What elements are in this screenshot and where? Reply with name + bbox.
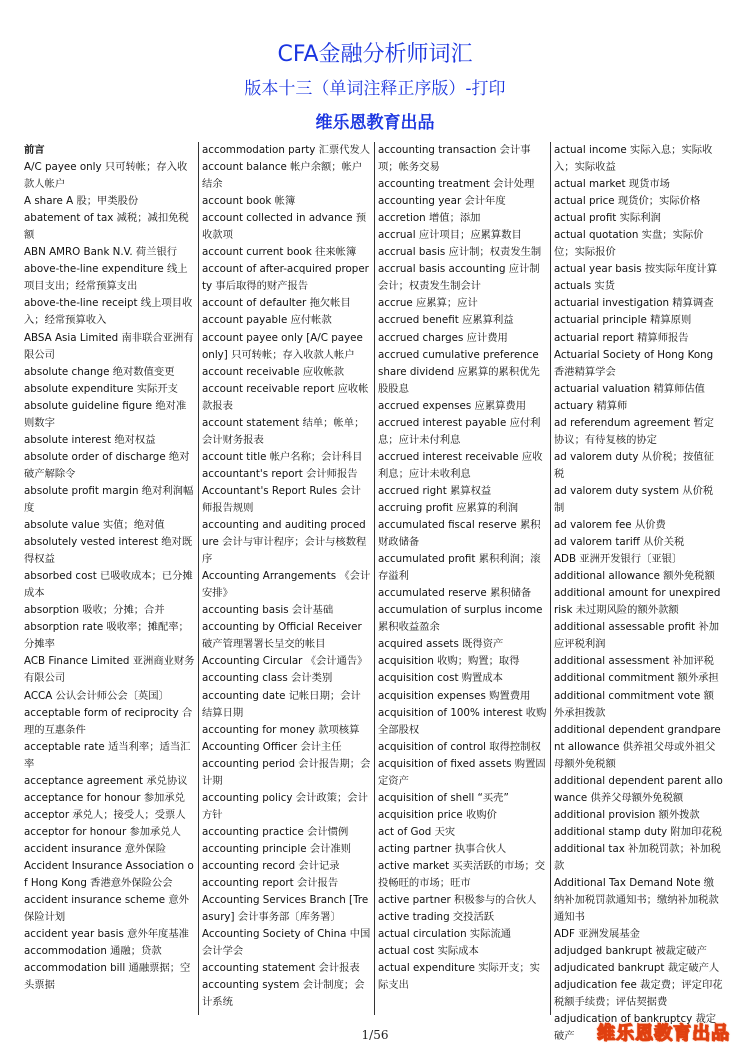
glossary-entry: accruing profit 应累算的利润 <box>378 501 519 514</box>
glossary-column-2 <box>198 142 374 1015</box>
glossary-entry: accumulated fiscal reserve 累积财政储备 <box>378 519 541 549</box>
glossary-entry: acceptor 承兑人；接受人；受票人 <box>24 808 186 821</box>
glossary-entry: adjudication of bankruptcy 裁定破产 <box>554 1013 717 1043</box>
glossary-entry: ABSA Asia Limited 南非联合亚洲有限公司 <box>24 331 194 361</box>
glossary-entry: account statement 结单；帐单；会计财务报表 <box>202 416 365 446</box>
glossary-entry: account title 帐户名称；会计科目 <box>202 450 363 463</box>
glossary-entry: accountant's report 会计师报告 <box>202 467 358 480</box>
glossary-entry: accounting record 会计记录 <box>202 859 340 872</box>
glossary-entry: acquisition cost 购置成本 <box>378 672 503 685</box>
glossary-entry: account receivable report 应收帐款报表 <box>202 382 369 412</box>
glossary-entry: accrued charges 应计费用 <box>378 331 508 344</box>
glossary-entry: accommodation party 汇票代发人 <box>202 144 371 156</box>
glossary-entry: accrual 应计项目；应累算数目 <box>378 229 522 242</box>
glossary-entry: account payee only [A/C payee only] 只可转帐；存入收款人帐户 <box>202 331 363 361</box>
glossary-entry: absolute interest 绝对权益 <box>24 433 156 446</box>
glossary-entry: acceptable form of reciprocity 合理的互惠条件 <box>24 706 193 736</box>
publisher-watermark: 维乐恩教育出品 <box>597 1023 730 1044</box>
glossary-entry: account collected in advance 预收款项 <box>202 212 367 242</box>
glossary-entry: adjudged bankrupt 被裁定破产 <box>554 945 707 958</box>
glossary-entry: active trading 交投活跃 <box>378 911 495 924</box>
glossary-entry: accrual basis accounting 应计制会计；权责发生制会计 <box>378 263 540 293</box>
glossary-entry: actual price 现货价；实际价格 <box>554 195 701 208</box>
glossary-entry: Accounting Circular 《会计通告》 <box>202 655 368 668</box>
glossary-entry: acquisition of control 取得控制权 <box>378 740 541 753</box>
glossary-entry: above-the-line expenditure 线上项目支出；经常预算支出 <box>24 263 188 293</box>
glossary-entry: actual market 现货市场 <box>554 178 670 191</box>
document-subtitle: 版本十三（单词注释正序版）-打印 <box>244 79 506 99</box>
glossary-entry: actuarial principle 精算原则 <box>554 314 692 327</box>
glossary-entry: account book 帐簿 <box>202 195 296 208</box>
glossary-entry: acquisition of shell “买壳” <box>378 791 509 804</box>
glossary-entry: actual year basis 按实际年度计算 <box>554 263 718 276</box>
glossary-entry: accounting year 会计年度 <box>378 195 506 208</box>
glossary-entry: acquisition 收购；购置；取得 <box>378 655 520 668</box>
glossary-entry: accrued right 累算权益 <box>378 484 492 497</box>
glossary-entry: acquisition expenses 购置费用 <box>378 689 531 702</box>
document-header <box>0 40 750 138</box>
glossary-entry: acquired assets 既得资产 <box>378 638 504 651</box>
glossary-entry: absorption rate 吸收率；摊配率；分摊率 <box>24 621 189 651</box>
glossary-entry: accrued benefit 应累算利益 <box>378 314 514 327</box>
glossary-entry: actuarial report 精算师报告 <box>554 331 689 344</box>
glossary-entry: account receivable 应收帐款 <box>202 365 345 378</box>
glossary-entry: actuary 精算师 <box>554 399 628 412</box>
glossary-entry: actual quotation 实盘；实际价位；实际报价 <box>554 229 704 259</box>
glossary-entry: actuarial valuation 精算师估值 <box>554 382 705 395</box>
glossary-entry: account of after-acquired property 事后取得的财产报告 <box>202 263 369 293</box>
glossary-entry: account current book 往来帐簿 <box>202 246 357 259</box>
glossary-entry: accounting basis 会计基础 <box>202 604 334 617</box>
glossary-entry: accommodation 通融；贷款 <box>24 945 162 958</box>
glossary-entry: actual income 实际入息；实际收入；实际收益 <box>554 144 713 174</box>
glossary-entry: acquisition price 收购价 <box>378 808 497 821</box>
glossary-entry: ad referendum agreement 暂定协议；有待复核的协定 <box>554 416 714 446</box>
glossary-entry: absolute order of discharge 绝对破产解除令 <box>24 450 190 480</box>
glossary-entry: ad valorem fee 从价费 <box>554 519 666 532</box>
glossary-entry: acting partner 执事合伙人 <box>378 842 507 855</box>
glossary-entry: accumulated profit 累积利润；滚存溢利 <box>378 553 541 583</box>
glossary-entry: accrued interest receivable 应收利息；应计未收利息 <box>378 450 543 480</box>
glossary-entry: additional stamp duty 附加印花税 <box>554 825 722 838</box>
glossary-entry: ABN AMRO Bank N.V. 荷兰银行 <box>24 246 178 259</box>
document-title: CFA金融分析师词汇 <box>277 42 473 67</box>
glossary-entry: accident insurance 意外保险 <box>24 842 167 855</box>
glossary-entry: A share A 股；甲类股份 <box>24 195 139 208</box>
glossary-entry: acceptance agreement 承兑协议 <box>24 774 188 787</box>
glossary-entry: accounting treatment 会计处理 <box>378 178 535 191</box>
glossary-entry: accounting policy 会计政策；会计方针 <box>202 791 368 821</box>
glossary-entry: additional provision 额外拨款 <box>554 808 700 821</box>
glossary-entry: actual profit 实际利润 <box>554 212 661 225</box>
glossary-entry: ACCA 公认会计师公会〔英国〕 <box>24 689 169 702</box>
glossary-entry: actuals 实货 <box>554 280 615 293</box>
glossary-entry: accrue 应累算；应计 <box>378 297 478 310</box>
glossary-entry: accrued expenses 应累算费用 <box>378 399 527 412</box>
glossary-entry: Additional Tax Demand Note 缴纳补加税罚款通知书；缴纳补加税款通知书 <box>554 877 719 924</box>
glossary-entry: ADF 亚洲发展基金 <box>554 928 640 941</box>
glossary-entry: active partner 积极参与的合伙人 <box>378 894 537 907</box>
glossary-entry: accounting class 会计类别 <box>202 672 333 685</box>
glossary-entry: accounting for money 款项核算 <box>202 723 360 736</box>
glossary-entry: accounting by Official Receiver 破产管理署署长呈交的帐目 <box>202 621 362 651</box>
glossary-entry: accounting principle 会计准则 <box>202 842 352 855</box>
glossary-entry: additional commitment 额外承担 <box>554 672 719 685</box>
glossary-entry: acquisition of 100% interest 收购全部股权 <box>378 706 547 736</box>
glossary-entry: accounting transaction 会计事项；帐务交易 <box>378 144 531 174</box>
glossary-entry: accommodation bill 通融票据；空头票据 <box>24 962 191 992</box>
glossary-entry: account payable 应付帐款 <box>202 314 332 327</box>
glossary-entry: Actuarial Society of Hong Kong 香港精算学会 <box>554 348 714 378</box>
glossary-entry: ACB Finance Limited 亚洲商业财务有限公司 <box>24 655 195 685</box>
glossary-entry: Accounting Officer 会计主任 <box>202 740 342 753</box>
glossary-entry: accounting period 会计报告期；会计期 <box>202 757 371 787</box>
glossary-entry: A/C payee only 只可转帐；存入收款人帐户 <box>24 161 188 191</box>
glossary-entry: acquisition of fixed assets 购置固定资产 <box>378 757 546 787</box>
glossary-entry: ad valorem tariff 从价关税 <box>554 536 685 549</box>
glossary-column-3 <box>374 142 550 1015</box>
glossary-entry: adjudicated bankrupt 裁定破产人 <box>554 962 720 975</box>
glossary-entry: additional tax 补加税罚款；补加税款 <box>554 842 721 872</box>
glossary-entry: accounting practice 会计惯例 <box>202 825 349 838</box>
glossary-entry: absolute change 绝对数值变更 <box>24 365 175 378</box>
glossary-entry: actuarial investigation 精算调查 <box>554 297 714 310</box>
glossary-entry: account balance 帐户余额；帐户结余 <box>202 161 363 191</box>
glossary-entry: accrued cumulative preference share dividend 应累算的累积优先股股息 <box>378 348 540 395</box>
glossary-entry: ad valorem duty system 从价税制 <box>554 484 714 514</box>
glossary-entry: accounting and auditing procedure 会计与审计程序；会计与核数程序 <box>202 519 367 566</box>
glossary-entry: additional assessment 补加评税 <box>554 655 714 668</box>
glossary-entry: accretion 增值；添加 <box>378 212 481 225</box>
glossary-entry: act of God 天灾 <box>378 825 456 838</box>
glossary-entry: Accounting Society of China 中国会计学会 <box>202 928 371 958</box>
glossary-entry: additional dependent parent allowance 供养父母额外免税额 <box>554 774 723 804</box>
glossary-entry: acceptance for honour 参加承兑 <box>24 791 185 804</box>
glossary-entry: accrual basis 应计制；权责发生制 <box>378 246 542 259</box>
publisher-line: 维乐恩教育出品 <box>315 113 435 133</box>
glossary-entry: absolute value 实值；绝对值 <box>24 519 165 532</box>
glossary-entry: Accounting Services Branch [Treasury] 会计事务部〔库务署〕 <box>202 894 369 924</box>
glossary-entry: ADB 亚洲开发银行〔亚银〕 <box>554 553 683 566</box>
glossary-entry: actual circulation 实际流通 <box>378 928 512 941</box>
glossary-entry: absolutely vested interest 绝对既得权益 <box>24 536 193 566</box>
glossary-entry: accident insurance scheme 意外保险计划 <box>24 894 189 924</box>
glossary-entry: acceptable rate 适当利率；适当汇率 <box>24 740 191 770</box>
glossary-entry: absolute profit margin 绝对利润幅度 <box>24 484 194 514</box>
glossary-entry: above-the-line receipt 线上项目收入；经常预算收入 <box>24 297 193 327</box>
glossary-entry: account of defaulter 拖欠帐目 <box>202 297 351 310</box>
glossary-entry: accounting system 会计制度；会计系统 <box>202 979 365 1009</box>
glossary-entry: accident year basis 意外年度基准 <box>24 928 189 941</box>
glossary-entry: additional amount for unexpired risk 未过期风险的额外款额 <box>554 587 721 617</box>
glossary-entry: abatement of tax 减税；减扣免税额 <box>24 212 189 242</box>
glossary-entry: absolute expenditure 实际开支 <box>24 382 178 395</box>
glossary-entry: acceptor for honour 参加承兑人 <box>24 825 181 838</box>
glossary-entry: adjudication fee 裁定费；评定印花税额手续费；评估契据费 <box>554 979 723 1009</box>
glossary-column-1 <box>22 142 198 1015</box>
glossary-entry: Accountant's Report Rules 会计师报告规则 <box>202 484 361 514</box>
glossary-entry: absorption 吸收；分摊；合并 <box>24 604 165 617</box>
glossary-entry: accounting report 会计报告 <box>202 877 339 890</box>
section-heading: 前言 <box>24 144 45 156</box>
glossary-entry: accounting statement 会计报表 <box>202 962 360 975</box>
glossary-entry: accumulation of surplus income 累积收益盈余 <box>378 604 543 634</box>
page-number: 1/56 <box>361 1028 389 1042</box>
glossary-entry: accounting date 记帐日期；会计结算日期 <box>202 689 361 719</box>
glossary-entry: actual expenditure 实际开支；实际支出 <box>378 962 540 992</box>
glossary-entry: Accounting Arrangements 《会计安排》 <box>202 570 371 600</box>
glossary-entry: additional assessable profit 补加应评税利润 <box>554 621 720 651</box>
glossary-entry: Accident Insurance Association of Hong Kong 香港意外保险公会 <box>24 859 194 890</box>
glossary-entry: additional commitment vote 额外承担拨款 <box>554 689 714 719</box>
glossary-entry: accrued interest payable 应付利息；应计未付利息 <box>378 416 541 446</box>
glossary-entry: additional allowance 额外免税额 <box>554 570 715 583</box>
glossary-entry: absorbed cost 已吸收成本；已分摊成本 <box>24 570 193 600</box>
glossary-entry: absolute guideline figure 绝对准则数字 <box>24 399 187 429</box>
glossary-entry: actual cost 实际成本 <box>378 945 479 958</box>
glossary-entry: accumulated reserve 累积储备 <box>378 587 532 600</box>
glossary-entry: additional dependent grandparent allowance 供养祖父母或外祖父母额外免税额 <box>554 723 721 770</box>
glossary-entry: ad valorem duty 从价税；按值征税 <box>554 450 714 480</box>
glossary-entry: active market 买卖活跃的市场；交投畅旺的市场；旺市 <box>378 859 546 890</box>
